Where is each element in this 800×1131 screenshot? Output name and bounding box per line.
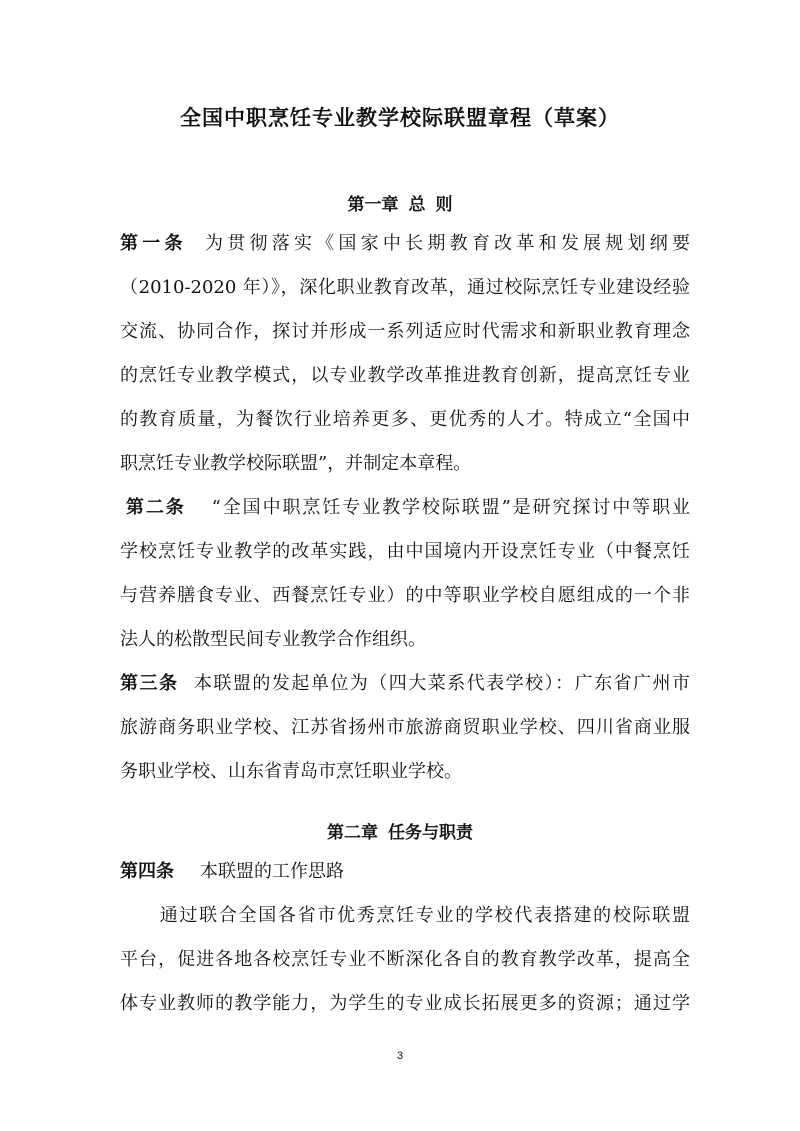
article-1-line: 的烹饪专业教学模式，以专业教学改革推进教育创新，提高烹饪专业 [120, 365, 690, 386]
chapter-1-name-part-1: 总 [408, 195, 426, 215]
article-2-line: 法人的松散型民间专业教学合作组织。 [120, 629, 426, 650]
article-4-line: 体专业教师的教学能力，为学生的专业成长拓展更多的资源；通过学 [120, 993, 690, 1014]
chapter-1-name-part-2: 则 [435, 195, 453, 215]
article-2-line: 学校烹饪专业教学的改革实践，由中国境内开设烹饪专业（中餐烹饪 [120, 541, 690, 562]
article-2-line: 与营养膳食专业、西餐烹饪专业）的中等职业学校自愿组成的一个非 [120, 585, 690, 606]
article-3-line [120, 662, 690, 706]
article-1 [120, 222, 690, 486]
article-1-label: 第一条 [120, 233, 187, 254]
article-1-line [120, 222, 690, 266]
article-3-text: 本联盟的发起单位为（四大菜系代表学校）：广东省广州市 [192, 673, 690, 694]
article-1-text: 为贯彻落实《国家中长期教育改革和发展规划纲要 [200, 233, 690, 254]
article-2-line [120, 486, 690, 530]
article-3-label: 第三条 [120, 673, 179, 694]
article-4-line: 平台，促进各地各校烹饪专业不断深化各自的教育教学改革，提高全 [120, 949, 690, 970]
article-4-line [120, 894, 690, 938]
article-1-line: （2010-2020 年）》，深化职业教育改革，通过校际烹饪专业建设经验 [120, 277, 690, 298]
article-2-text: “全国中职烹饪专业教学校际联盟”是研究探讨中等职业 [211, 497, 690, 518]
article-4-line [120, 850, 690, 894]
article-1-line: 职烹饪专业教学校际联盟”，并制定本章程。 [120, 453, 472, 474]
article-4 [120, 850, 690, 1026]
article-3 [120, 662, 690, 794]
chapter-1-number: 第一章 [347, 195, 399, 215]
article-2-label: 第二条 [124, 497, 186, 518]
chapter-2-name: 任务与职责 [388, 823, 473, 843]
article-4-label: 第四条 [120, 861, 174, 882]
chapter-2-number: 第二章 [327, 823, 378, 843]
article-3-line: 旅游商务职业学校、江苏省扬州市旅游商贸职业学校、四川省商业服 [120, 717, 690, 738]
article-1-line: 的教育质量，为餐饮行业培养更多、更优秀的人才。特成立“全国中 [120, 409, 690, 430]
chapter-2-title [0, 818, 800, 843]
article-2 [120, 486, 690, 662]
article-3-line: 务职业学校、山东省青岛市烹饪职业学校。 [120, 761, 462, 782]
page-number: 3 [396, 1050, 404, 1062]
article-1-line: 交流、协同合作，探讨并形成一系列适应时代需求和新职业教育理念 [120, 321, 690, 342]
article-4-heading: 本联盟的工作思路 [200, 861, 344, 882]
document-title: 全国中职烹饪专业教学校际联盟章程（草案） [180, 106, 620, 130]
chapter-1-title [0, 190, 800, 215]
article-4-text: 通过联合全国各省市优秀烹饪专业的学校代表搭建的校际联盟 [158, 905, 690, 926]
